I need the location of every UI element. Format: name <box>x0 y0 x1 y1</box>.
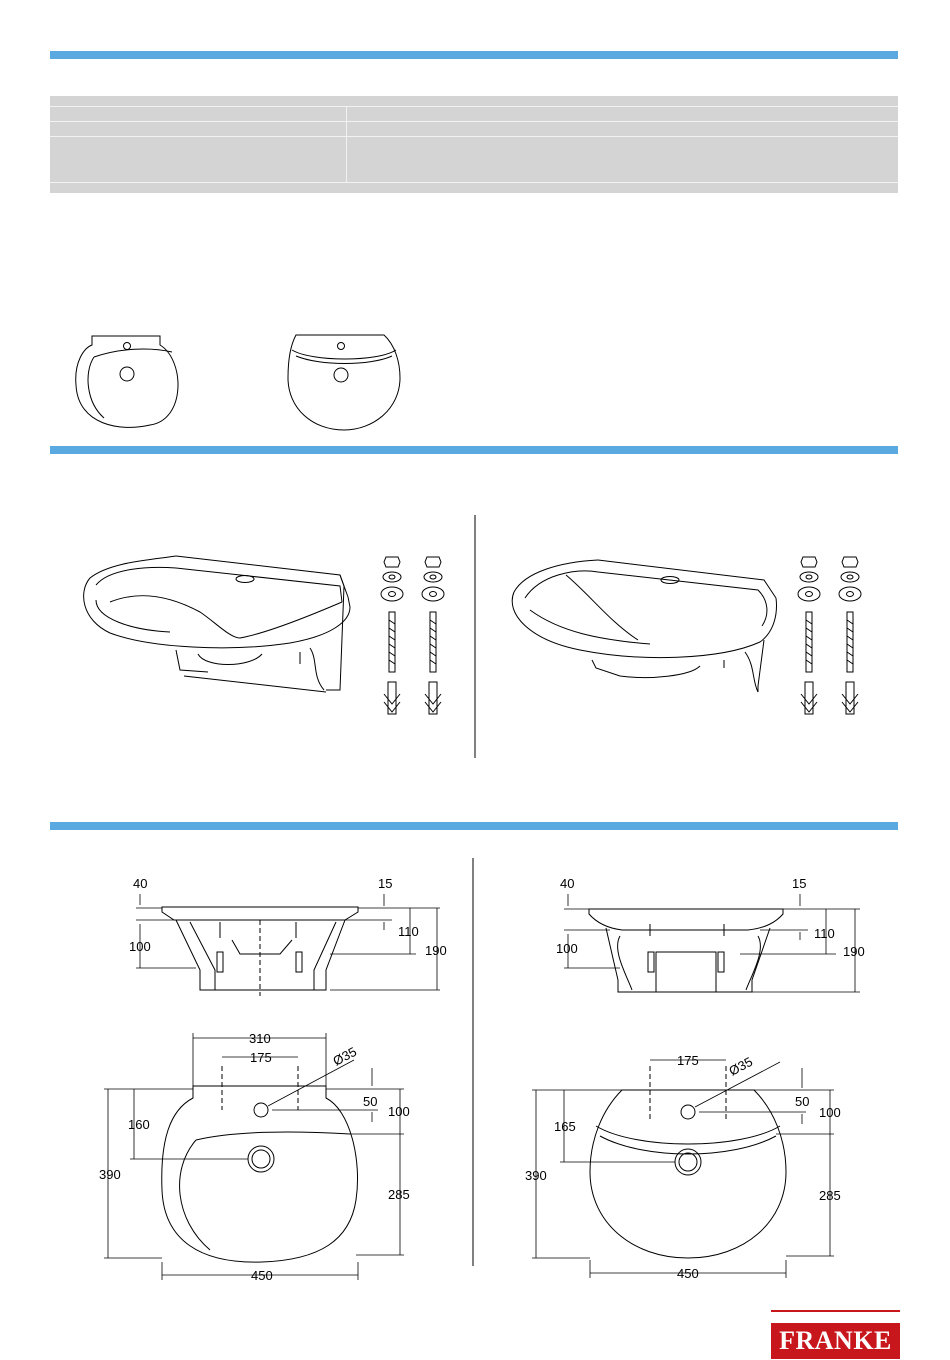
dim-a-side-right-top: 15 <box>378 876 393 891</box>
dim-b-plan-right-upper: 100 <box>819 1105 841 1120</box>
dim-a-plan-right-lower: 285 <box>388 1187 410 1202</box>
dim-b-plan-right-lower: 285 <box>819 1188 841 1203</box>
dim-a-side-left-depth: 100 <box>129 939 151 954</box>
dim-b-plan-width: 450 <box>677 1266 699 1281</box>
dim-b-side-left-depth: 100 <box>556 941 578 956</box>
plan-dims-model-a <box>104 1033 404 1280</box>
thumbnail-model-b <box>288 335 400 430</box>
perspective-model-b <box>512 560 776 692</box>
logo-rule <box>771 1310 900 1312</box>
dim-b-side-right-mid: 110 <box>814 926 835 941</box>
dim-a-plan-right-upper: 100 <box>388 1104 410 1119</box>
dimension-labels <box>99 876 865 1283</box>
dim-b-plan-left-offset: 165 <box>554 1119 576 1134</box>
side-elevation-model-a <box>162 907 358 996</box>
dim-a-plan-hole-spacing: 175 <box>250 1050 272 1065</box>
dim-b-side-left-top: 40 <box>560 876 575 891</box>
dim-a-side-right-mid: 110 <box>398 924 419 939</box>
perspective-model-a <box>84 556 350 692</box>
dim-a-plan-hole-diameter: Ø35 <box>330 1043 360 1069</box>
dim-b-side-right-top: 15 <box>792 876 807 891</box>
plan-view-model-a <box>162 1066 358 1262</box>
dim-a-plan-right-offset: 50 <box>363 1094 378 1109</box>
dim-b-plan-hole-spacing: 175 <box>677 1053 699 1068</box>
dim-a-side-right-total: 190 <box>425 943 447 958</box>
dim-b-side-right-total: 190 <box>843 944 865 959</box>
side-elevation-model-b <box>589 909 783 992</box>
dim-a-plan-left-offset: 160 <box>128 1117 150 1132</box>
dim-b-plan-total-depth: 390 <box>525 1168 547 1183</box>
dim-b-plan-right-offset: 50 <box>795 1094 810 1109</box>
fixing-kit-model-b <box>798 557 861 714</box>
dim-a-side-left-top: 40 <box>133 876 148 891</box>
thumbnail-model-a <box>76 336 178 427</box>
dim-b-plan-hole-diameter: Ø35 <box>726 1053 756 1079</box>
fixing-kit-model-a <box>381 557 444 714</box>
dim-a-plan-top-width: 310 <box>249 1031 271 1046</box>
logo-text: FRANKE <box>779 1326 892 1355</box>
franke-logo <box>771 1310 900 1360</box>
dim-a-plan-total-depth: 390 <box>99 1167 121 1182</box>
side-dims-model-a <box>136 894 440 990</box>
dim-a-plan-width: 450 <box>251 1268 273 1283</box>
